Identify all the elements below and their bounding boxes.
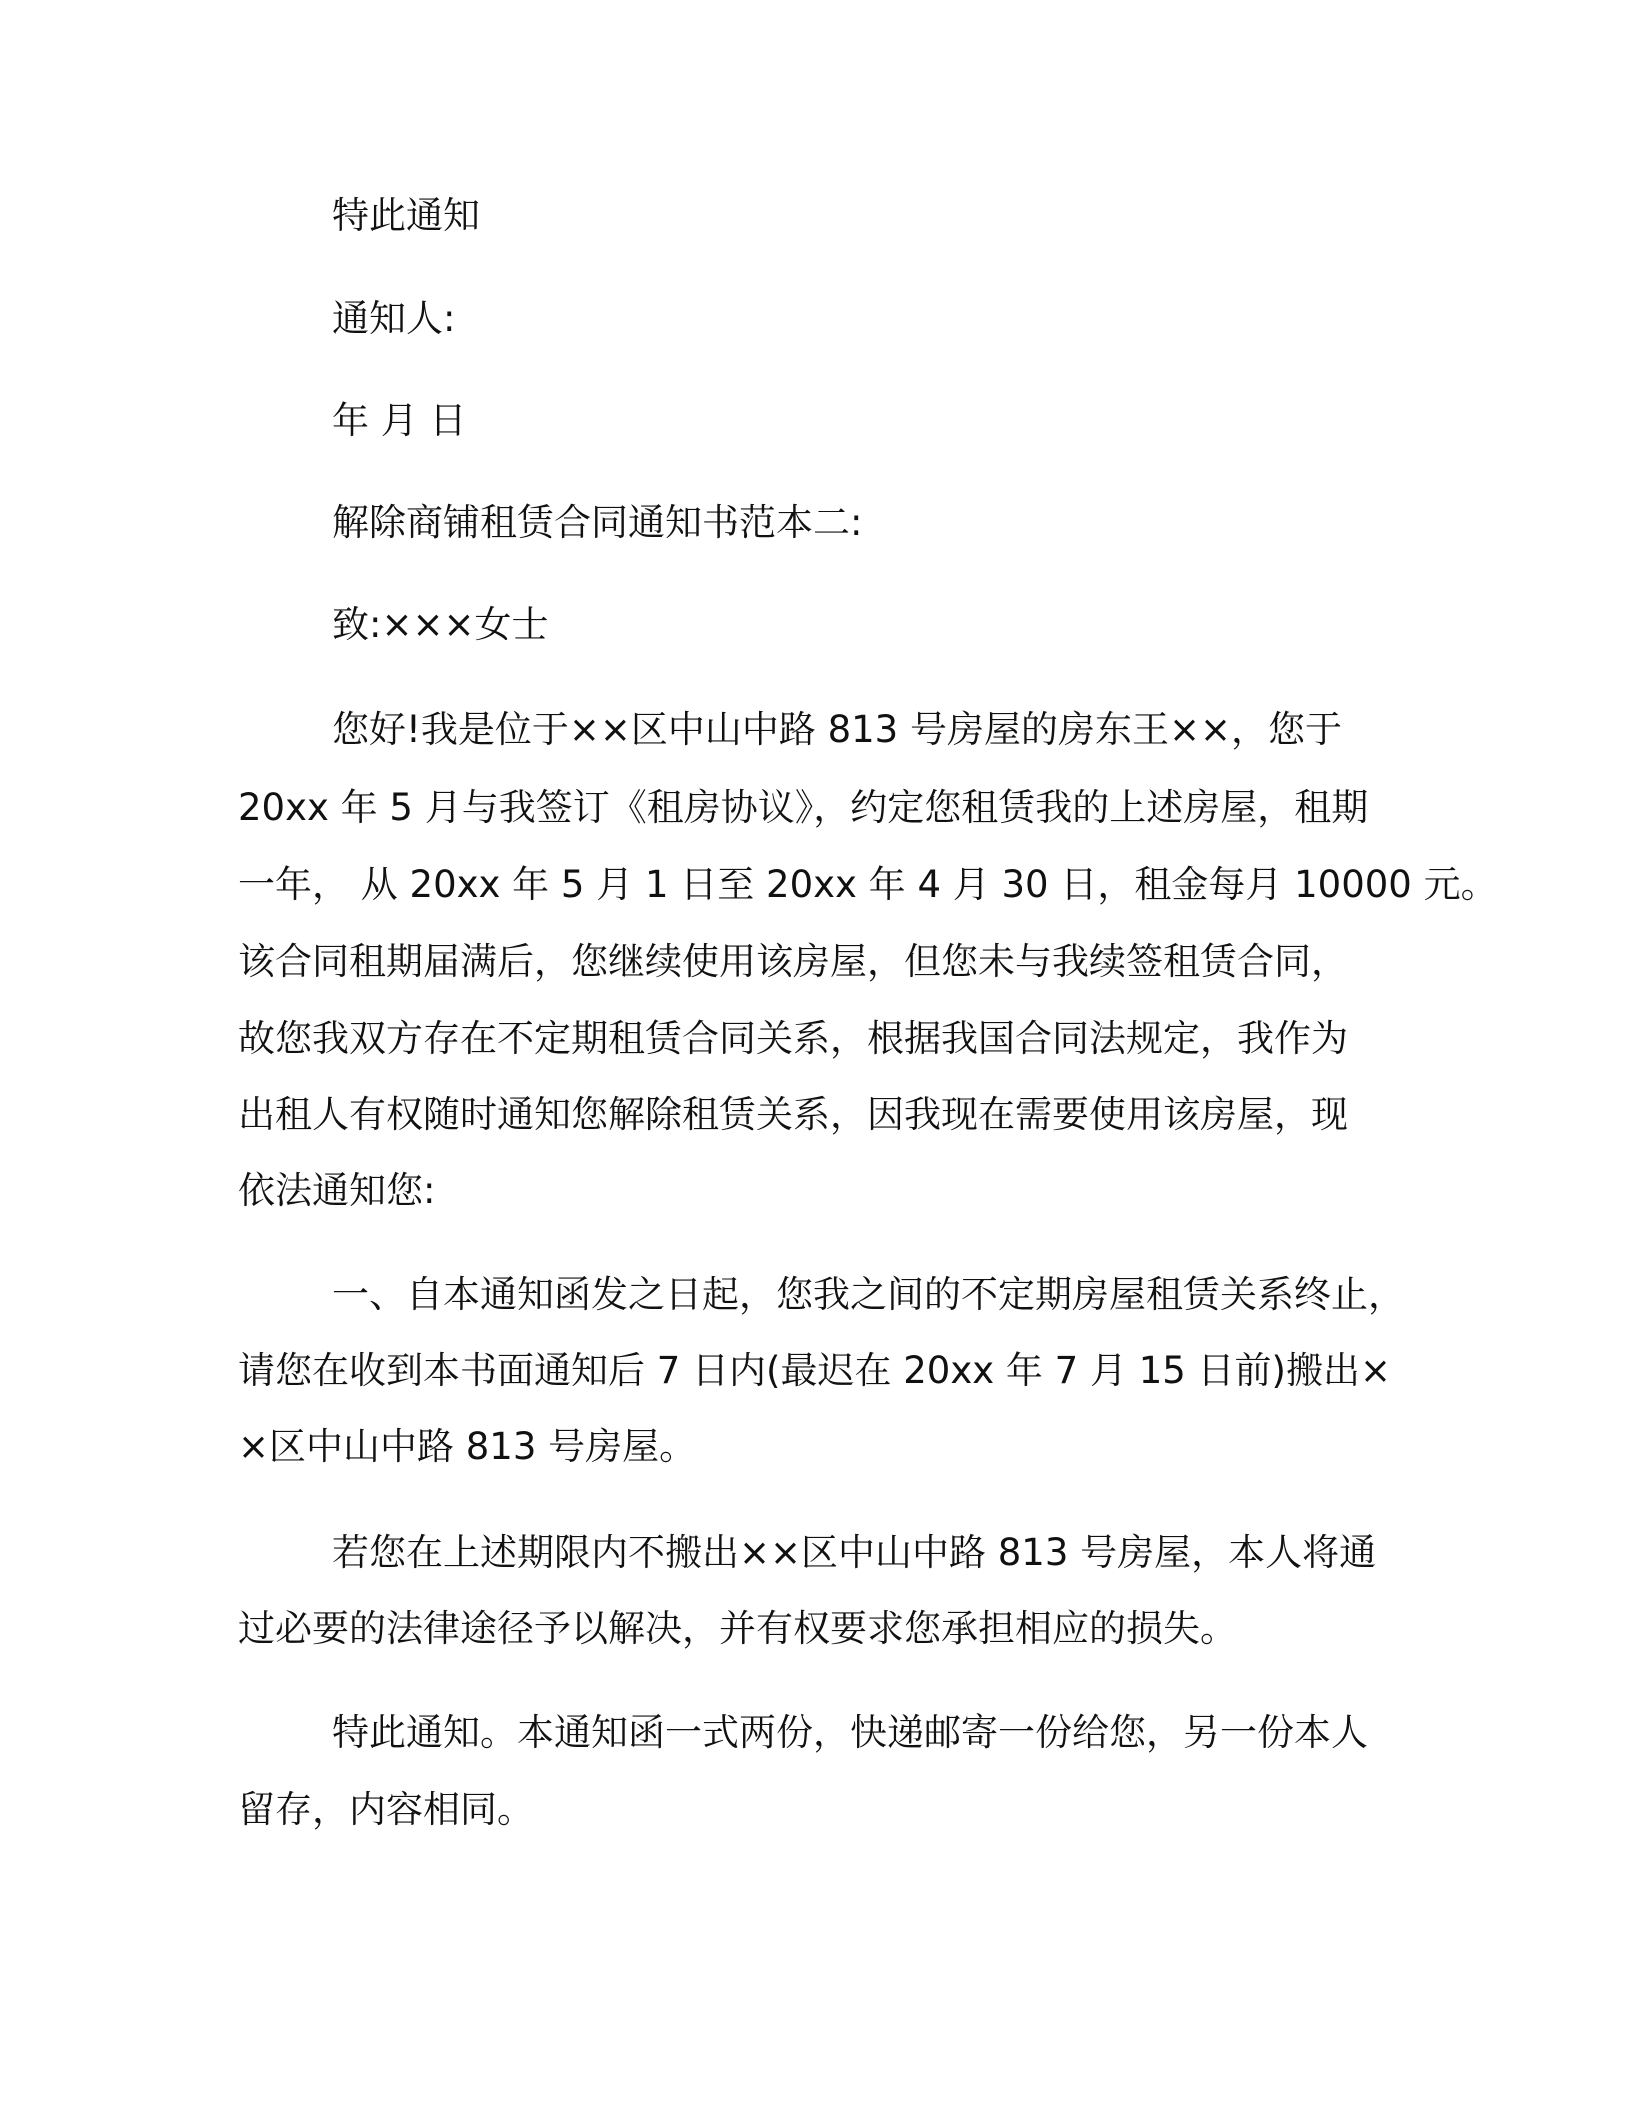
- section-heading: 解除商铺租赁合同通知书范本二:: [332, 501, 863, 544]
- paragraph-line: ×区中山中路 813 号房屋。: [238, 1425, 697, 1468]
- paragraph-line: 一、自本通知函发之日起，您我之间的不定期房屋租赁关系终止，: [332, 1273, 1405, 1316]
- date-line: 年 月 日: [332, 399, 467, 442]
- paragraph-line: 过必要的法律途径予以解决，并有权要求您承担相应的损失。: [238, 1607, 1237, 1650]
- paragraph-line: 该合同租期届满后，您继续使用该房屋，但您未与我续签租赁合同，: [238, 940, 1348, 983]
- paragraph-line: 请您在收到本书面通知后 7 日内(最迟在 20xx 年 7 月 15 日前)搬出×: [238, 1349, 1391, 1392]
- paragraph-line: 若您在上述期限内不搬出××区中山中路 813 号房屋，本人将通: [332, 1531, 1377, 1574]
- paragraph-line: 留存，内容相同。: [238, 1788, 534, 1831]
- paragraph-line: 故您我双方存在不定期租赁合同关系，根据我国合同法规定，我作为: [238, 1017, 1348, 1060]
- paragraph-line: 您好!我是位于××区中山中路 813 号房屋的房东王××，您于: [332, 708, 1342, 751]
- paragraph-line: 出租人有权随时通知您解除租赁关系，因我现在需要使用该房屋，现: [238, 1093, 1348, 1136]
- closing-text: 特此通知: [332, 194, 480, 237]
- paragraph-line: 特此通知。本通知函一式两份，快递邮寄一份给您，另一份本人: [332, 1711, 1368, 1754]
- paragraph-line: 20xx 年 5 月与我签订《租房协议》，约定您租赁我的上述房屋，租期: [238, 786, 1369, 829]
- paragraph-line: 依法通知您:: [238, 1169, 436, 1212]
- notifier-label: 通知人:: [332, 297, 456, 340]
- salutation: 致:×××女士: [332, 603, 549, 646]
- paragraph-line: 一年， 从 20xx 年 5 月 1 日至 20xx 年 4 月 30 日，租金每月 10000 元。: [238, 863, 1498, 906]
